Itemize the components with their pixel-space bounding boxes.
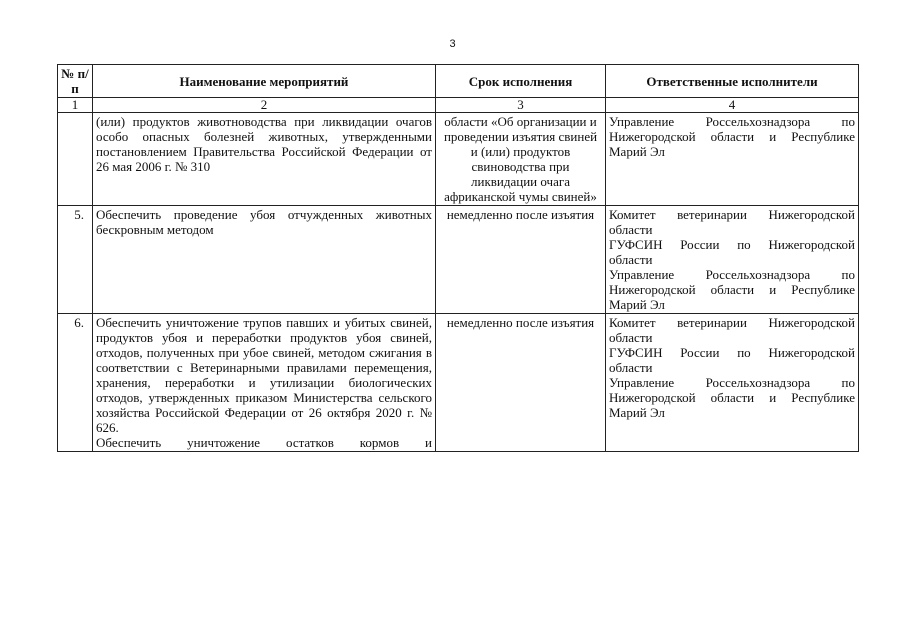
header-term: Срок исполнения	[436, 65, 606, 98]
row-responsible	[606, 113, 859, 206]
table-header-row	[58, 65, 859, 98]
table-row	[58, 206, 859, 314]
header-measures: Наименование мероприятий	[93, 65, 436, 98]
row-term: немедленно после изъятия	[436, 206, 606, 314]
row-number: 6.	[58, 314, 93, 452]
page-number: 3	[449, 38, 456, 50]
measures-table	[57, 64, 859, 452]
column-number: 2	[93, 98, 436, 113]
column-number: 4	[606, 98, 859, 113]
responsible-entry: ГУФСИН России по Нижегородской области	[609, 237, 855, 267]
row-description: (или) продуктов животноводства при ликвидации очагов особо опасных болезней животных, утвержденными постановлением Правительства Российской Федерации от 26 мая 2006 г. № 310	[93, 113, 436, 206]
row-responsible	[606, 206, 859, 314]
table-row	[58, 314, 859, 452]
row-description: Обеспечить проведение убоя отчужденных животных бескровным методом	[93, 206, 436, 314]
responsible-entry: ГУФСИН России по Нижегородской области	[609, 345, 855, 375]
description-continuation: Обеспечить уничтожение остатков кормов и	[96, 435, 432, 450]
description-text: Обеспечить уничтожение трупов павших и убитых свиней, продуктов убоя и переработки продуктов убоя свиней, отходов, полученных при убое свиней, методом сжигания в соответствии с Ветеринарными правилами перемещения, хранения, переработки и утилизации биологических отходов, утвержденных приказом Министерства сельского хозяйства Российской Федерации от 26 октября 2020 г. № 626.	[96, 315, 432, 435]
row-responsible	[606, 314, 859, 452]
row-number	[58, 113, 93, 206]
row-number: 5.	[58, 206, 93, 314]
column-number-row	[58, 98, 859, 113]
column-number: 3	[436, 98, 606, 113]
responsible-entry: Комитет ветеринарии Нижегородской области	[609, 315, 855, 345]
header-responsible: Ответственные исполнители	[606, 65, 859, 98]
responsible-entry: Комитет ветеринарии Нижегородской области	[609, 207, 855, 237]
row-term: области «Об организации и проведении изъятия свиней и (или) продуктов свиноводства при ликвидации очага африканской чумы свиней»	[436, 113, 606, 206]
header-number: № п/п	[58, 65, 93, 98]
row-description	[93, 314, 436, 452]
responsible-entry: Управление Россельхознадзора по Нижегородской области и Республике Марий Эл	[609, 267, 855, 312]
column-number: 1	[58, 98, 93, 113]
row-term: немедленно после изъятия	[436, 314, 606, 452]
responsible-entry: Управление Россельхознадзора по Нижегородской области и Республике Марий Эл	[609, 375, 855, 420]
table-row	[58, 113, 859, 206]
responsible-entry: Управление Россельхознадзора по Нижегородской области и Республике Марий Эл	[609, 114, 855, 159]
